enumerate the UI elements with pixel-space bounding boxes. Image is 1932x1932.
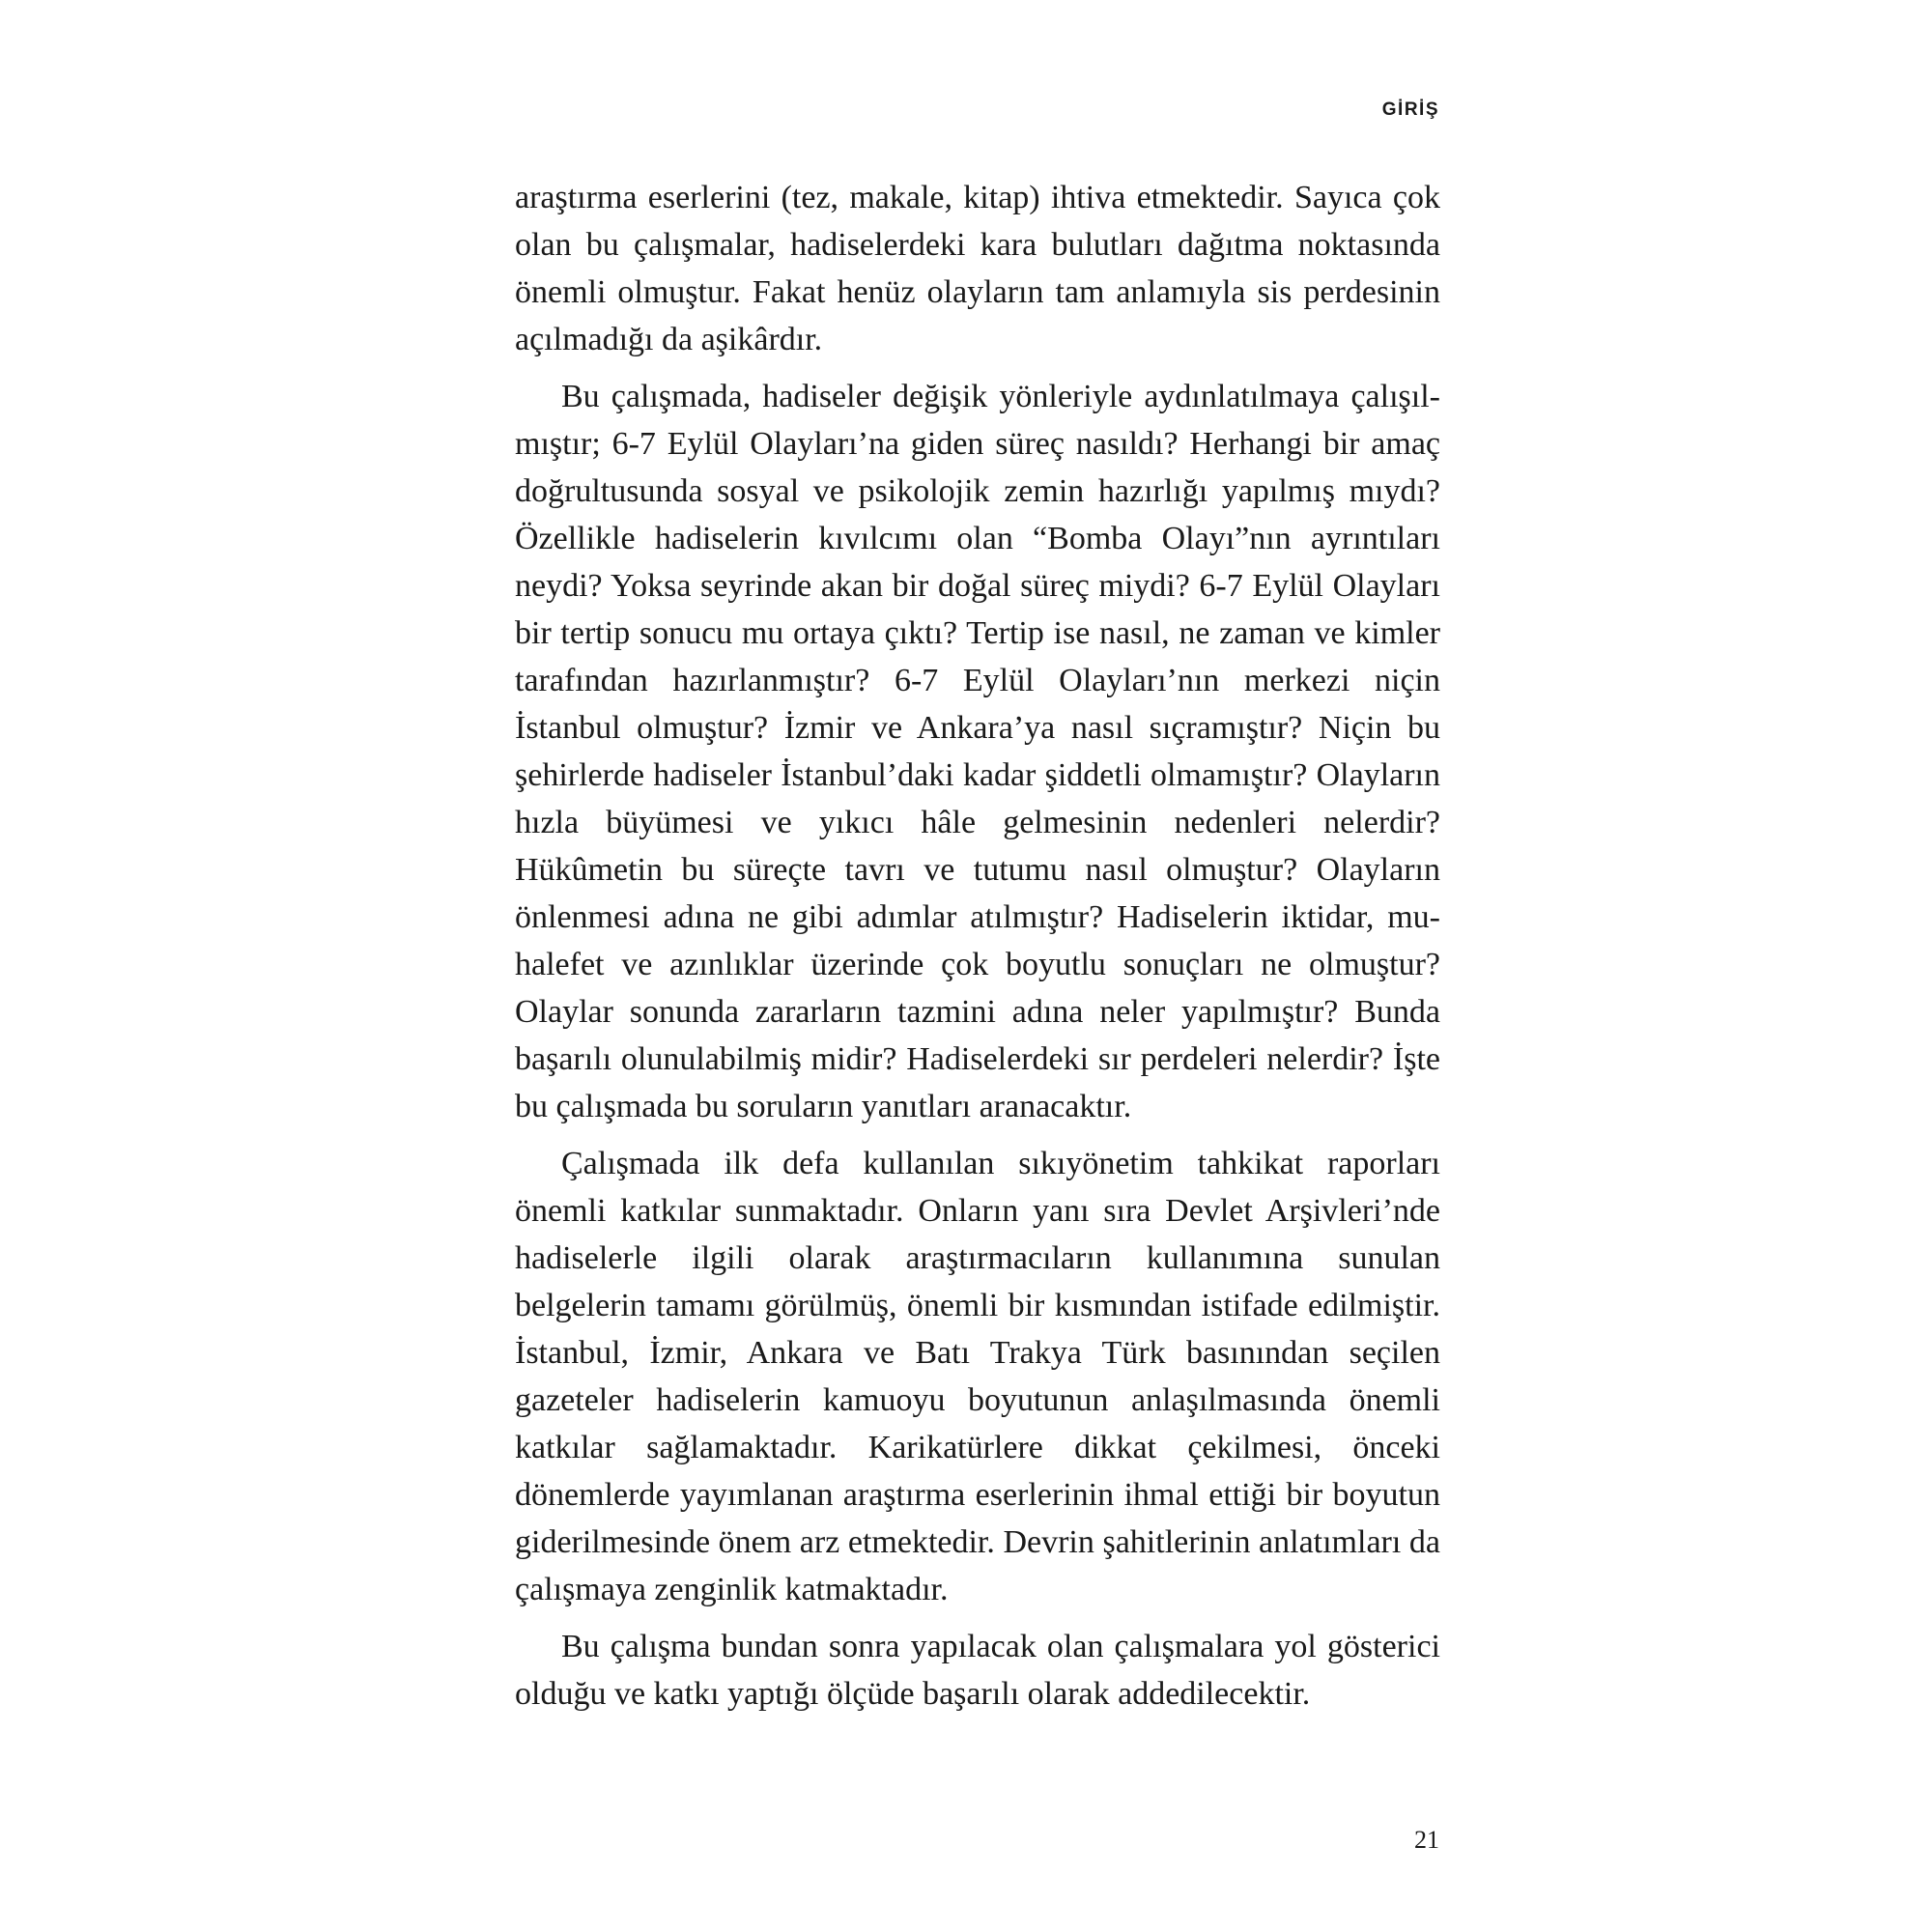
paragraph-conclusion: Bu çalışma bundan sonra yapılacak olan çalışmalara yol gösterici olduğu ve katkı yaptığı ölçüde başarılı olarak addedilecektir. <box>515 1629 1440 1712</box>
body-text <box>515 174 1440 1727</box>
paragraph-sources: Çalışmada ilk defa kullanılan sıkıyönetim tahkikat raporları önemli katkılar sunmaktadır. Onların yanı sıra Devlet Arşivleri’nde hadiselerle ilgili olarak araştırmacıların kullanımına sunulan belgelerin tamamı görülmüş, önemli bir kısmından istifade edilmiştir. İstanbul, İzmir, Ankara ve Batı Trakya Türk basınından seçilen gazeteler hadiselerin kamuoyu boyutunun anlaşılmasında önemli katkılar sağlamaktadır. Karikatürlere dikkat çekilmesi, önceki dönemlerde yayımlanan araştırma eserlerinin ihmal ettiği bir boyutun giderilmesinde önem arz etmektedir. Devrin şahitlerinin anlatımları da çalışmaya zenginlik katmaktadır. <box>515 1146 1440 1607</box>
paragraph-continuation: araştırma eserlerini (tez, makale, kitap) ihtiva etmektedir. Sayıca çok olan bu çalışmalar, hadiselerdeki kara bulutları dağıtma noktasında önemli olmuştur. Fakat henüz olayların tam anlamıyla sis perdesinin açılmadığı da aşikârdır. <box>515 180 1440 357</box>
page-number: 21 <box>1414 1826 1439 1854</box>
running-head: GİRİŞ <box>1381 99 1439 120</box>
paragraph-questions: Bu çalışmada, hadiseler değişik yönleriyle aydınlatılmaya çalışılmıştır; 6-7 Eylül Olayları’na giden süreç nasıldı? Herhangi bir amaç doğrultusunda sosyal ve psikolojik zemin hazırlığı yapılmış mıydı? Özellikle hadiselerin kıvılcımı olan “Bomba Olayı”nın ayrıntıları neydi? Yoksa seyrinde akan bir doğal süreç miydi? 6-7 Eylül Olayları bir tertip sonucu mu ortaya çıktı? Tertip ise nasıl, ne zaman ve kimler tarafından hazırlanmıştır? 6-7 Eylül Olayları’nın merkezi niçin İstanbul olmuştur? İzmir ve Ankara’ya nasıl sıçramıştır? Niçin bu şehirlerde hadiseler İstanbul’daki kadar şiddetli olmamıştır? Olayların hızla büyümesi ve yıkıcı hâle gelmesinin nedenleri nelerdir? Hükûmetin bu süreçte tavrı ve tutumu nasıl olmuştur? Olayların önlenmesi adına ne gibi adımlar atılmıştır? Hadiselerin iktidar, muhalefet ve azınlıklar üzerinde çok boyutlu sonuçları ne olmuştur? Olaylar sonunda zararların tazmini adına neler yapılmıştır? Bunda başarılı olunulabilmiş midir? Hadiselerdeki sır perdeleri nelerdir? İşte bu çalışmada bu soruların yanıtları aranacaktır. <box>515 379 1440 1124</box>
